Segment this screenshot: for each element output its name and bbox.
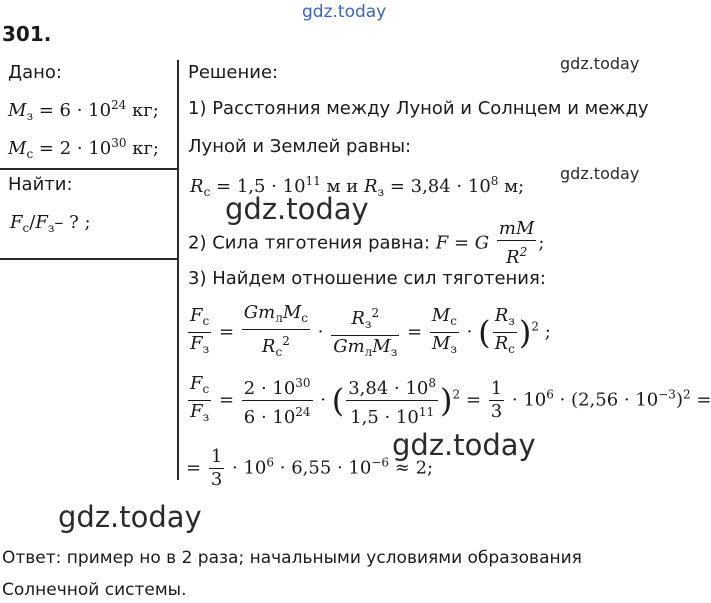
watermark-top: gdz.today (302, 2, 387, 22)
mass-symbol: M (8, 100, 27, 121)
step1-line2: Луной и Землей равны: (188, 136, 412, 157)
distance-symbol: R (190, 176, 204, 197)
final-c: ≈ 2; (394, 457, 434, 479)
watermark-large-1: gdz.today (225, 192, 369, 226)
step2-line: 2) Сила тяготения равна: F = G $\frac{mM}{R^2}$ ; (188, 218, 545, 268)
final-b: · 6,55 · 10 (279, 457, 372, 479)
sun-mass-value: = 2 · 10 (38, 138, 112, 159)
ratio-lhs: $\frac{F_с}{F_з}$ (190, 305, 210, 356)
numeric-equals: = (696, 389, 711, 411)
mass-symbol: M (8, 138, 27, 159)
final-lead: = (186, 457, 202, 479)
given-solution-divider (177, 60, 179, 480)
final-a: · 10 (232, 457, 267, 479)
step2-text: 2) Сила тяготения равна: (188, 232, 431, 254)
final-computation (186, 446, 433, 491)
force-symbol: F (435, 232, 449, 254)
watermark-large-2: gdz.today (392, 428, 536, 462)
distance-symbol: R (363, 176, 378, 197)
watermark-large-3: gdz.today (58, 500, 202, 534)
sun-subscript: с (203, 185, 211, 199)
numeric-tail-end: ) (675, 389, 683, 411)
find-heading: Найти: (8, 174, 73, 195)
earth-subscript: з (26, 109, 33, 123)
given-earth-mass (8, 98, 159, 123)
ratio-lhs: $\frac{F_с}{F_з}$ (190, 373, 210, 424)
rz-value: = 3,84 · 10 (389, 176, 491, 197)
numeric-tail-sq: 2 (682, 387, 691, 402)
problem-number-dot: . (43, 22, 52, 46)
given-find-divider (0, 168, 177, 170)
final-a-exp: 6 (266, 455, 275, 470)
rz-unit: м; (498, 176, 525, 197)
watermark-small-2: gdz.today (560, 164, 640, 183)
rc-exp: 11 (305, 174, 321, 188)
rc-value: = 1,5 · 10 (216, 176, 306, 197)
find-bottom-divider (0, 258, 177, 260)
earth-subscript: з (377, 185, 385, 199)
ratio-mass: $\frac{M_с}{M_з}$ (431, 305, 457, 356)
step3-text: 3) Найдем отношение сил тяготения: (188, 268, 546, 289)
earth-mass-unit: кг; (126, 100, 159, 121)
given-heading: Дано: (8, 62, 62, 83)
watermark-small-1: gdz.today (560, 54, 640, 73)
sun-subscript: с (22, 221, 30, 235)
ratio-term2: $\frac{R_з^2}{Gm_лM_з}$ (331, 302, 399, 363)
rc-unit: м и (320, 176, 364, 197)
earth-mass-value: = 6 · 10 (38, 100, 112, 121)
gravity-denominator: $R^2$ (506, 245, 528, 268)
rz-exp: 8 (490, 174, 499, 188)
answer-line1: Ответ: пример но в 2 раза; начальными условиями образования (2, 548, 582, 568)
ratio-formula-numeric: $\frac{F_с}{F_з}$ = $\frac{2 \cdot 10^{30}}{6 \cdot 10^{24}}$ · ( $\frac{3,84 \cdot 10^8}{1,5 \cdot 10^{11}}$ )$^2$ = $\frac{1}{3}$ · $10^6 \cdot (2,56 \cdot 10^{-3})^2$ = (190, 373, 711, 428)
solution-heading: Решение: (188, 62, 279, 83)
earth-mass-exp: 24 (111, 98, 127, 112)
earth-subscript: з (47, 221, 55, 235)
ratio-formula-symbolic: $\frac{F_с}{F_з}$ = $\frac{Gm_лM_с}{R_с^2}$ · $\frac{R_з^2}{Gm_лM_з}$ = $\frac{M_с}{M_з}$ · ( $\frac{R_з}{R_с}$ )$^2$ ; (186, 302, 551, 363)
ratio-distance: $\frac{R_з}{R_с}$ (494, 305, 515, 356)
distance-ratio-numeric: $\frac{3,84 \cdot 10^8}{1,5 \cdot 10^{11}}$ (346, 372, 438, 429)
mass-ratio-numeric: $\frac{2 \cdot 10^{30}}{6 \cdot 10^{24}}$ (242, 372, 313, 429)
numeric-mid: · 10 (511, 389, 547, 411)
sun-mass-unit: кг; (126, 138, 159, 159)
find-expression: $F_с/F_з-$ ? ; (10, 212, 91, 235)
find-question: – ? ; (54, 212, 91, 233)
one-third: $\frac{1}{3}$ (490, 378, 503, 422)
final-b-exp: −6 (371, 455, 390, 470)
answer-line2: Солнечной системы. (2, 580, 187, 600)
problem-number (2, 22, 51, 46)
ratio-term1: $\frac{Gm_лM_с}{R_с^2}$ (243, 302, 309, 359)
given-sun-mass (8, 136, 159, 161)
force-symbol: F (35, 212, 48, 233)
one-third: $\frac{1}{3}$ (210, 446, 223, 490)
gravity-fraction (497, 218, 537, 269)
sun-mass-exp: 30 (111, 136, 127, 150)
gravity-numerator: mM (498, 218, 535, 239)
numeric-mid-exp: 6 (546, 387, 554, 402)
numeric-tail-exp: −3 (658, 387, 676, 402)
gravity-constant: G (474, 232, 490, 254)
step1-line1: 1) Расстояния между Луной и Солнцем и между (188, 98, 649, 119)
numeric-tail: · (2,56 · 10 (559, 389, 659, 411)
force-symbol: F (10, 212, 23, 233)
problem-number-text: 301 (2, 22, 44, 46)
sun-subscript: с (26, 147, 34, 161)
